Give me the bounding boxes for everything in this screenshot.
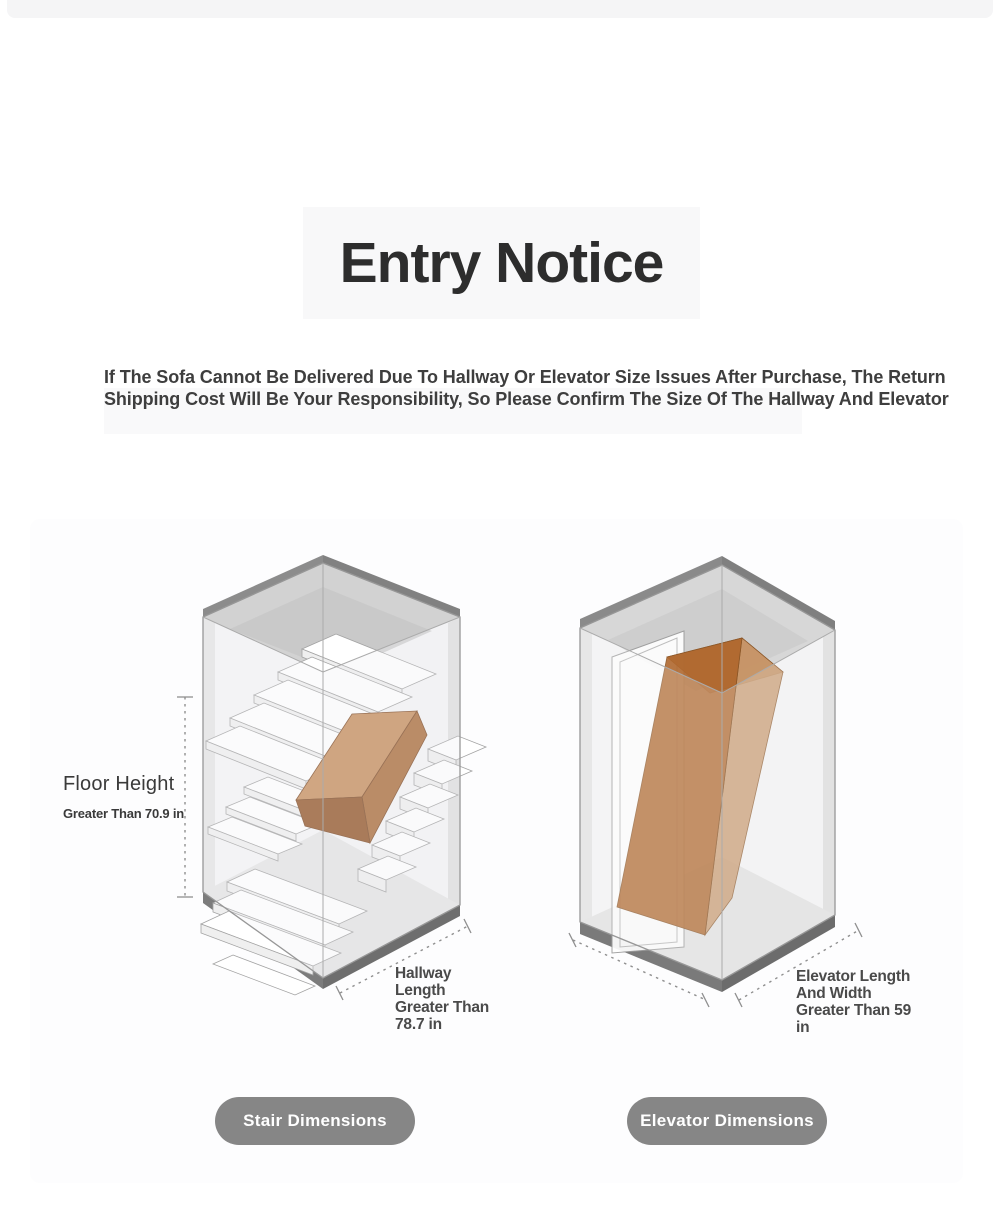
- elevator-dimensions-button[interactable]: Elevator Dimensions: [627, 1097, 827, 1145]
- delivery-notice-text: If The Sofa Cannot Be Delivered Due To Hallway Or Elevator Size Issues After Purchase, The Return Shipping Cost Will Be Your Responsibility, So Please Confirm The Size Of The Hallway And Elevator: [104, 367, 949, 409]
- stair-and-elevator-diagram: [30, 519, 963, 1183]
- floor-height-label: Floor Height: [63, 773, 175, 795]
- elevator-size-value: Greater Than 59 in: [796, 1002, 912, 1036]
- elevator-size-label-block: [796, 969, 918, 1036]
- stair-dimensions-button[interactable]: Stair Dimensions: [215, 1097, 415, 1145]
- title-block: [303, 207, 700, 319]
- dimensions-illustration-panel: [30, 519, 963, 1183]
- elevator-room-illustration: [580, 556, 835, 992]
- floor-height-value: Greater Than 70.9 in: [63, 806, 184, 821]
- elevator-size-label: Elevator Length And Width: [796, 968, 911, 1002]
- stair-room-illustration: [201, 555, 486, 995]
- top-divider-strip: [7, 0, 993, 18]
- hallway-length-label: Hallway Length: [395, 965, 452, 999]
- hallway-length-label-block: [395, 966, 493, 1033]
- page-title: Entry Notice: [339, 231, 664, 295]
- floor-height-label-block: [63, 773, 193, 821]
- hallway-length-value: Greater Than 78.7 in: [395, 999, 490, 1033]
